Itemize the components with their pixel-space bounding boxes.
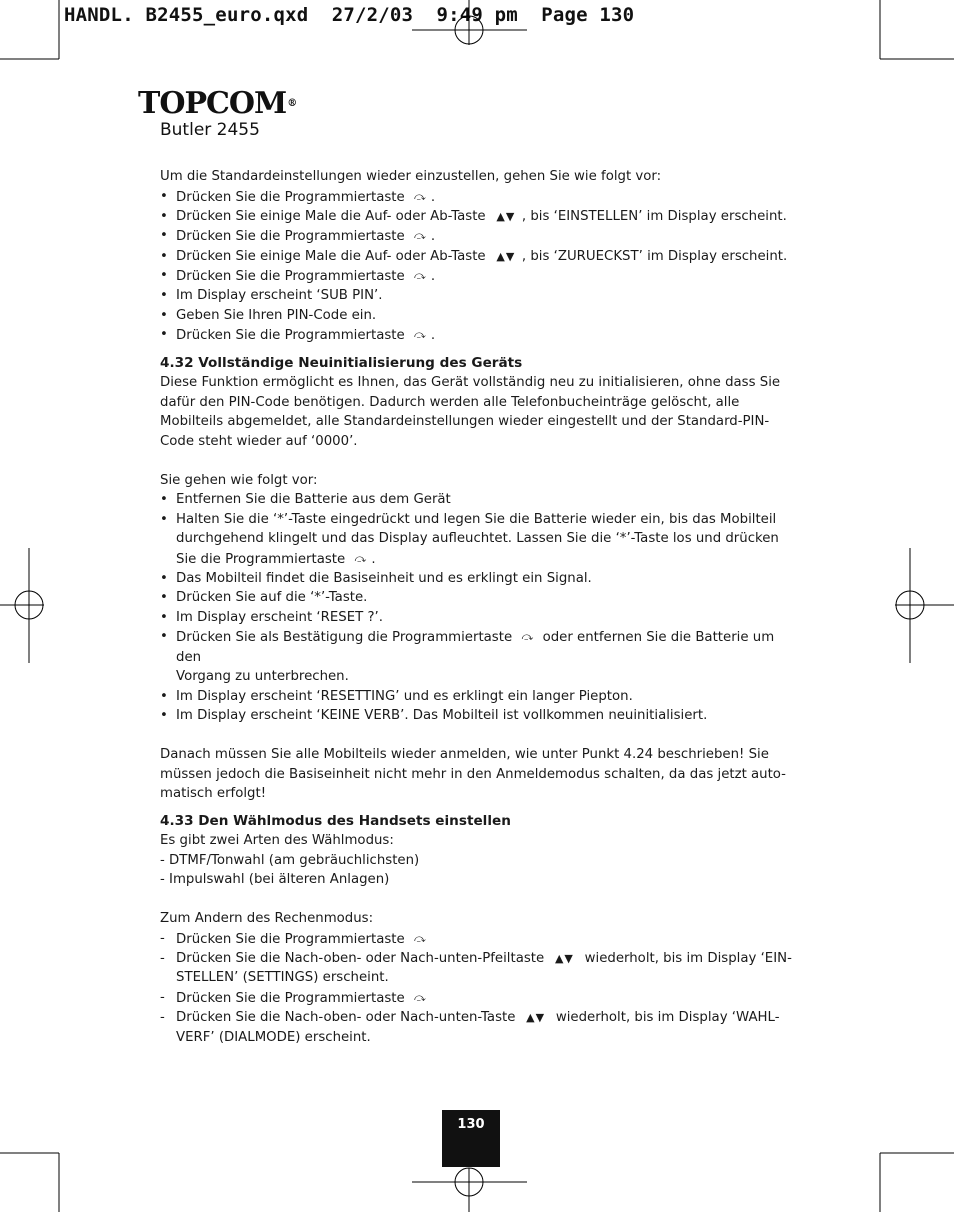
item-text: Im Display erscheint ‘RESET ?’.: [176, 609, 383, 625]
reset-steps-list: [160, 187, 800, 346]
item-text: .: [430, 229, 436, 244]
bullet-marker: -: [160, 1010, 165, 1025]
bullet-marker: •: [160, 570, 168, 586]
paragraph-line: Diese Funktion ermöglicht es Ihnen, das Gerät vollständig neu zu initialisieren, ohne dass Sie: [160, 375, 781, 390]
item-text: Im Display erscheint ‘RESETTING’ und es erklingt ein langer Piepton.: [176, 688, 633, 704]
reinit-steps-list: [160, 490, 800, 726]
updown-icon: ▲▼: [554, 951, 574, 965]
list-item: [160, 325, 800, 345]
updown-icon: ▲▼: [496, 209, 516, 223]
list-item: [160, 226, 800, 246]
bullet-marker: •: [160, 248, 168, 264]
list-item: [160, 569, 800, 589]
product-name: Butler 2455: [160, 120, 260, 140]
list-item: [160, 687, 800, 707]
prog-key-icon: ⤼: [414, 990, 426, 1004]
registered-mark: ®: [287, 98, 298, 109]
dialmode-steps-list: [160, 929, 800, 1048]
section-heading-4-32: 4.32 Vollständige Neuinitialisierung des Geräts: [160, 354, 523, 371]
prog-key-icon: ⤼: [414, 931, 426, 945]
item-text: Im Display erscheint ‘KEINE VERB’. Das Mobilteil ist vollkommen neuinitialisiert.: [176, 708, 708, 723]
bullet-marker: •: [160, 307, 168, 323]
list-item: [160, 949, 800, 988]
paragraph-line: Danach müssen Sie alle Mobilteils wieder anmelden, wie unter Punkt 4.24 beschrieben! Sie: [160, 747, 769, 762]
item-text: Drücken Sie die Nach-oben- oder Nach-unten-Taste: [176, 1010, 516, 1025]
paragraph-line: Code steht wieder auf ‘0000’.: [160, 433, 358, 449]
item-text: Im Display erscheint ‘SUB PIN’.: [176, 288, 383, 304]
page-number: 130: [442, 1110, 500, 1167]
item-text: Sie die Programmiertaste: [176, 551, 346, 567]
section-4-33-lead: Zum Andern des Rechenmodus:: [160, 911, 374, 926]
bullet-marker: •: [160, 492, 168, 507]
print-slug: HANDL. B2455_euro.qxd 27/2/03 9:49 pm Page 130: [64, 4, 635, 26]
paragraph-line: Mobilteils abgemeldet, alle Standardeinstellungen wieder eingestellt und der Standard-PIN-: [160, 414, 770, 429]
registration-mark-right: [895, 548, 954, 663]
bullet-marker: •: [160, 228, 168, 244]
page-content: [160, 167, 800, 1047]
logo-text: TOPCOM: [138, 86, 287, 121]
item-text: STELLEN’ (SETTINGS) erscheint.: [176, 970, 389, 986]
item-text: Entfernen Sie die Batterie aus dem Gerät: [176, 492, 451, 507]
bullet-marker: •: [160, 327, 168, 343]
prog-key-icon: ⤼: [414, 328, 426, 342]
item-text: durchgehend klingelt und das Display aufleuchtet. Lassen Sie die ‘*’-Taste los und drücken: [176, 531, 779, 546]
item-text: , bis ‘EINSTELLEN’ im Display erscheint.: [521, 208, 787, 224]
item-text: Halten Sie die ‘*’-Taste eingedrückt und legen Sie die Batterie wieder ein, bis das Mobilteil: [176, 511, 777, 527]
section-4-32-paragraph: [160, 373, 800, 451]
list-item: [160, 627, 800, 686]
item-text: .: [430, 268, 436, 284]
item-text: Drücken Sie die Programmiertaste: [176, 931, 405, 947]
item-text: Das Mobilteil findet die Basiseinheit und es erklingt ein Signal.: [176, 570, 592, 586]
prog-key-icon: ⤼: [414, 229, 426, 243]
updown-icon: ▲▼: [526, 1011, 546, 1024]
intro-text: Um die Standardeinstellungen wieder einzustellen, gehen Sie wie folgt vor:: [160, 169, 662, 184]
bullet-marker: •: [160, 268, 168, 283]
bullet-marker: •: [160, 688, 168, 704]
paragraph-line: Es gibt zwei Arten des Wählmodus:: [160, 833, 394, 848]
list-item: [160, 306, 800, 326]
paragraph-line: müssen jedoch die Basiseinheit nicht mehr in den Anmeldemodus schalten, da das jetzt auto-: [160, 766, 786, 782]
section-4-33-intro: [160, 831, 800, 890]
item-text: Drücken Sie auf die ‘*’-Taste.: [176, 590, 368, 606]
bullet-marker: •: [160, 609, 168, 625]
item-text: Drücken Sie die Programmiertaste: [176, 328, 405, 343]
paragraph-line: - DTMF/Tonwahl (am gebräuchlichsten): [160, 852, 420, 868]
paragraph-line: dafür den PIN-Code benötigen. Dadurch werden alle Telefonbucheinträge gelöscht, alle: [160, 394, 740, 410]
section-4-32-lead: Sie gehen wie folgt vor:: [160, 472, 318, 488]
bullet-marker: •: [160, 511, 168, 527]
registration-mark-bottom: [412, 1168, 527, 1212]
list-item: [160, 510, 800, 569]
registration-mark-left: [0, 548, 44, 663]
list-item: [160, 187, 800, 207]
item-text: oder entfernen Sie die Batterie um den: [176, 630, 775, 665]
item-text: Drücken Sie als Bestätigung die Programmiertaste: [176, 630, 513, 645]
item-text: Drücken Sie die Programmiertaste: [176, 229, 405, 244]
item-text: Drücken Sie die Programmiertaste: [176, 189, 405, 205]
paragraph-line: matisch erfolgt!: [160, 786, 267, 801]
updown-icon: ▲▼: [496, 249, 516, 263]
list-item: [160, 706, 800, 726]
bullet-marker: -: [160, 950, 165, 966]
list-item: [160, 266, 800, 286]
paragraph-line: - Impulswahl (bei älteren Anlagen): [160, 872, 390, 887]
bullet-marker: •: [160, 188, 168, 204]
topcom-logo: [138, 86, 298, 121]
item-text: , bis ‘ZURUECKST’ im Display erscheint.: [521, 248, 788, 264]
bullet-marker: •: [160, 708, 168, 723]
item-text: wiederholt, bis im Display ‘WAHL-: [551, 1010, 780, 1025]
item-text: .: [430, 189, 436, 205]
prog-key-icon: ⤼: [414, 269, 426, 282]
list-item: [160, 207, 800, 227]
item-text: Drücken Sie die Programmiertaste: [176, 268, 405, 284]
list-item: [160, 988, 800, 1008]
prog-key-icon: ⤼: [521, 630, 534, 644]
item-text: Geben Sie Ihren PIN-Code ein.: [176, 307, 377, 323]
item-text: Drücken Sie einige Male die Auf- oder Ab-Taste: [176, 248, 486, 264]
prog-key-icon: ⤼: [414, 189, 426, 203]
bullet-marker: -: [160, 930, 165, 946]
item-text: Drücken Sie einige Male die Auf- oder Ab-Taste: [176, 208, 486, 224]
list-item: [160, 588, 800, 608]
list-item: [160, 1008, 800, 1047]
section-4-32-closing: [160, 745, 800, 804]
list-item: [160, 286, 800, 306]
bullet-marker: -: [160, 989, 165, 1005]
registration-mark-top: [412, 0, 527, 45]
item-text: VERF’ (DIALMODE) erscheint.: [176, 1029, 371, 1045]
prog-key-icon: ⤼: [354, 551, 367, 565]
list-item: [160, 929, 800, 949]
item-text: .: [371, 551, 376, 567]
item-text: Drücken Sie die Nach-oben- oder Nach-unten-Pfeiltaste: [176, 950, 545, 966]
item-text: Vorgang zu unterbrechen.: [176, 669, 349, 684]
bullet-marker: •: [160, 208, 168, 224]
item-text: .: [430, 328, 436, 343]
bullet-marker: •: [160, 288, 168, 304]
item-text: wiederholt, bis im Display ‘EIN-: [580, 950, 792, 966]
section-heading-4-33: 4.33 Den Wählmodus des Handsets einstellen: [160, 812, 511, 829]
list-item: [160, 247, 800, 267]
bullet-marker: •: [160, 629, 168, 645]
list-item: [160, 490, 800, 510]
list-item: [160, 608, 800, 628]
item-text: Drücken Sie die Programmiertaste: [176, 990, 405, 1006]
bullet-marker: •: [160, 590, 168, 606]
